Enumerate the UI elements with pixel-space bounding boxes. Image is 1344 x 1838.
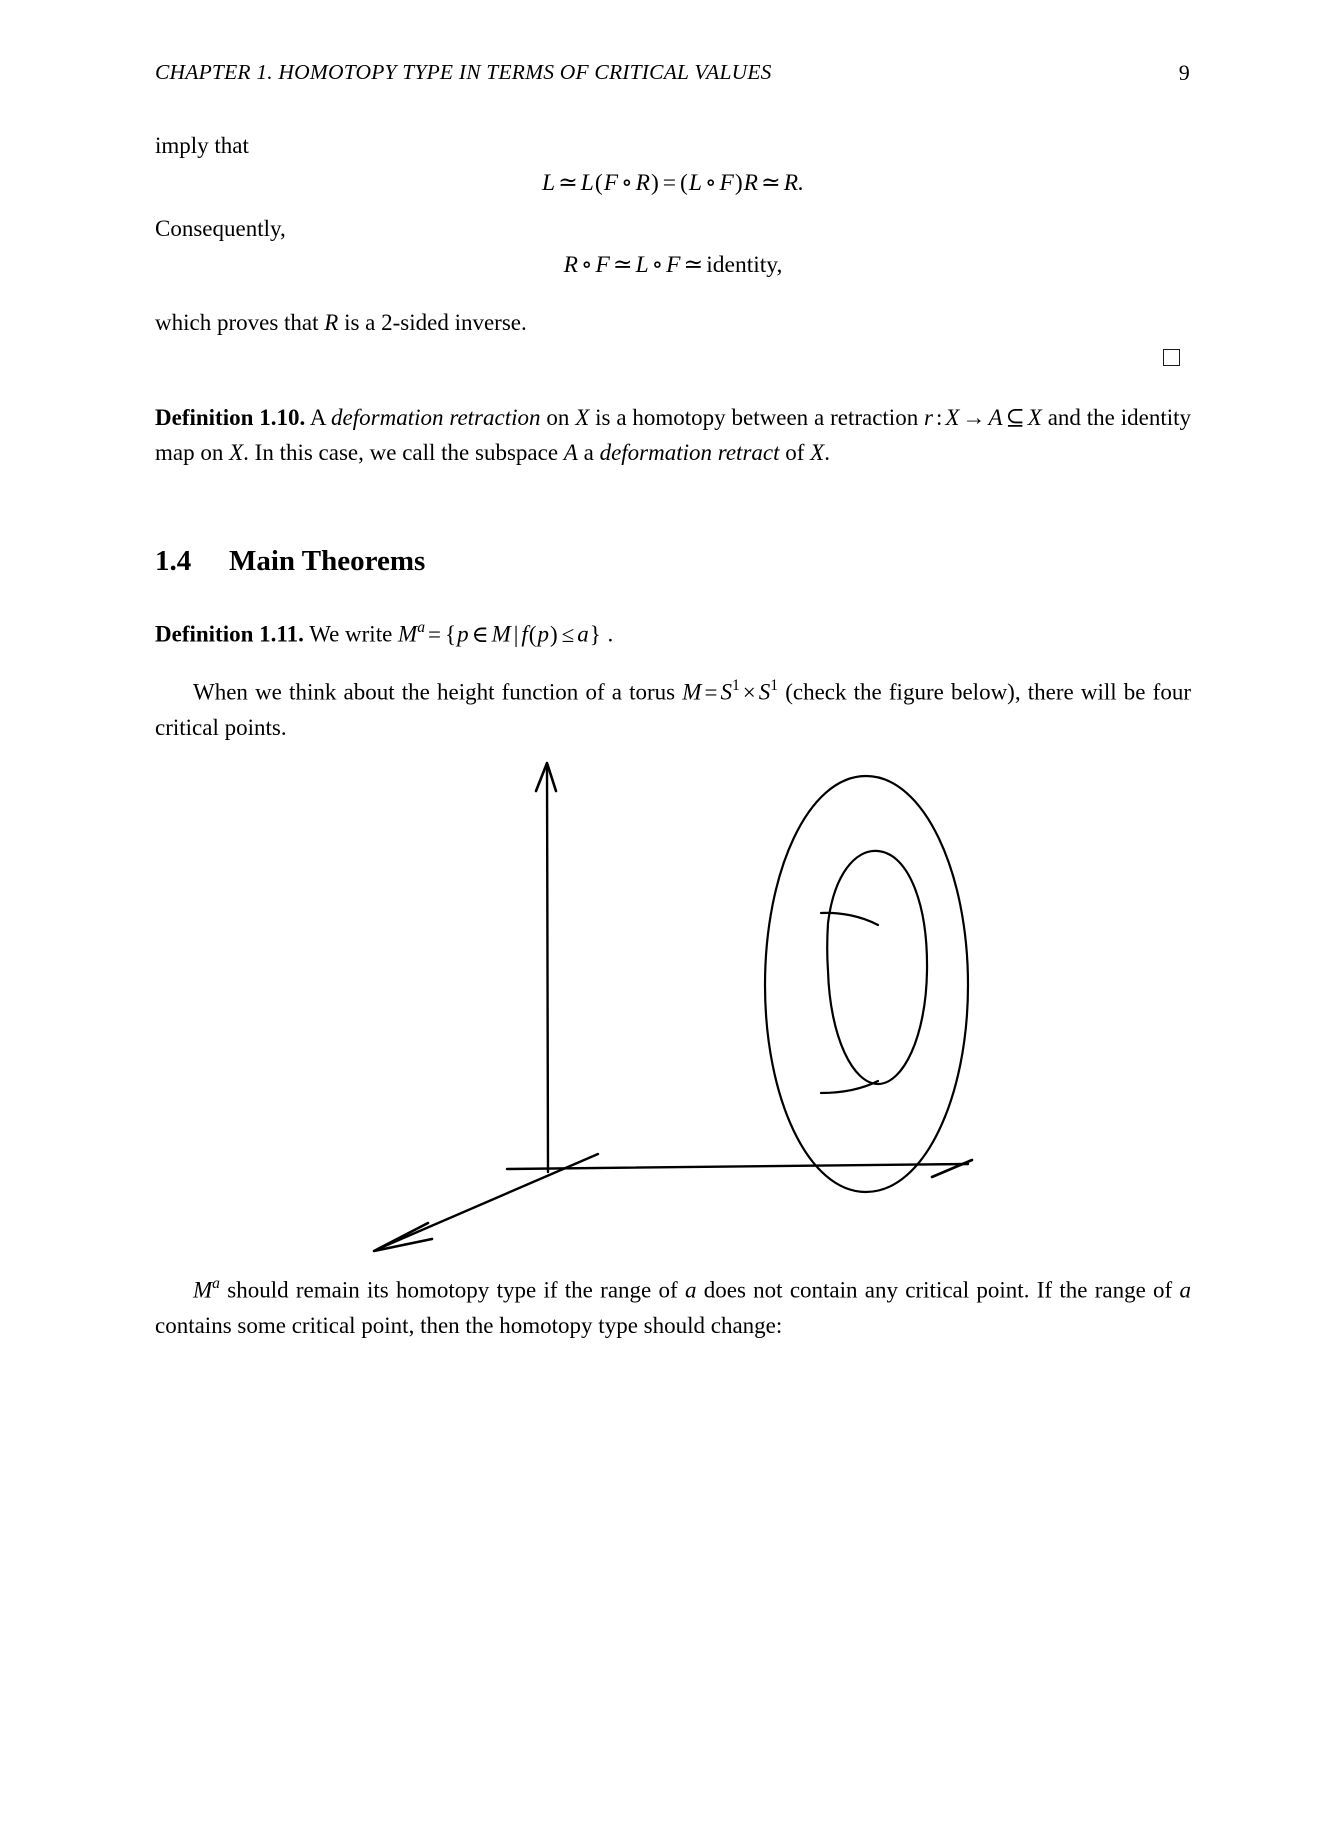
torus-diagram-svg (300, 745, 1060, 1255)
paragraph-consequently: Consequently, (155, 216, 286, 241)
paragraph-imply-that: imply that (155, 133, 249, 158)
depth-axis-line (378, 1154, 598, 1249)
definition-1-11-label: Definition 1.11. (155, 621, 304, 647)
section-heading-1-4 (155, 545, 425, 578)
equation-L-simeq-LFR: L ≃ L(F ∘ R) = (L ∘ F)R ≃ R. (542, 170, 804, 196)
equation-RF-simeq-LF-identity: R ∘ F ≃ L ∘ F ≃ identity, (563, 252, 783, 278)
running-header (155, 60, 1190, 90)
header-chapter-title: CHAPTER 1. HOMOTOPY TYPE IN TERMS OF CRITICAL VALUES (155, 60, 772, 84)
depth-axis-arrowhead (374, 1223, 432, 1251)
qed-box-icon (1163, 349, 1180, 366)
paragraph-which-proves: which proves that R is a 2-sided inverse. (155, 310, 527, 335)
paragraph-Ma-homotopy-type: $M^a$ should remain its homotopy type if the range of a does not contain any critical point. If the range of a contains some critical point, then the homotopy type should change: (155, 1275, 1191, 1338)
paragraph-height-function-torus: When we think about the height function of a torus $M = S^1 \times S^1$ (check the figure below), there will be four critical points. (155, 677, 1191, 740)
definition-1-10: Definition 1.10. A deformation retraction on X is a homotopy between a retraction r : X → A ⊆ X and the identity map on X. In this case, we call the subspace A a deformation retract of X. (155, 405, 1192, 465)
figure-torus-height-function (300, 745, 1060, 1255)
definition-1-10-label: Definition 1.10. (155, 405, 306, 430)
vertical-axis-line (547, 767, 548, 1172)
torus-outer-ellipse (765, 776, 968, 1192)
page-number: 9 (1178, 60, 1190, 85)
horizontal-axis-line (507, 1164, 968, 1169)
horizontal-axis-arrowhead (932, 1160, 972, 1177)
torus-inner-ellipse (827, 851, 927, 1084)
definition-1-11: Definition 1.11. We write $M^a = \{p$ ∈ M | f(p) ≤ a} . (155, 619, 614, 647)
section-number: 1.4 (155, 545, 192, 577)
section-title: Main Theorems (229, 545, 426, 577)
